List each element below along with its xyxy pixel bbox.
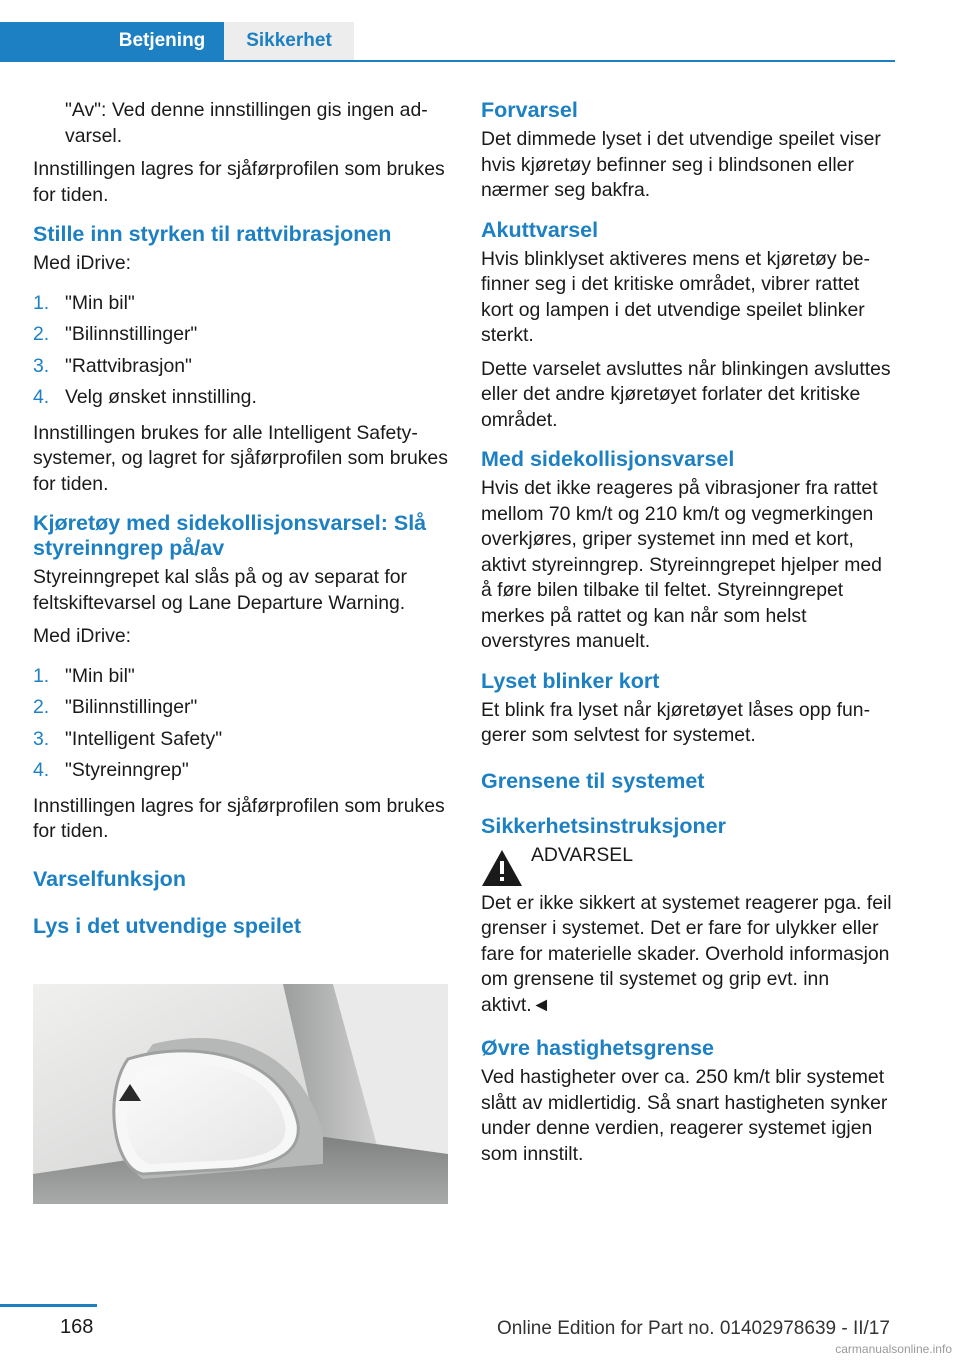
steps-list-1 <box>33 285 448 417</box>
watermark: carmanualsonline.info <box>835 1342 952 1356</box>
paragraph-styre: Styreinngrepet kal slås på og av separat for feltskiftevarsel og Lane Departure Warning. <box>33 566 408 614</box>
steps-list-2 <box>33 658 448 790</box>
paragraph-saved-2: Innstillingen lagres for sjåførprofilen som brukes for tiden. <box>33 794 445 842</box>
list-item: 1. "Min bil" <box>33 664 135 687</box>
header-rule <box>0 60 895 62</box>
paragraph-ovre: Ved hastigheter over ca. 250 km/t blir systemet slått av midlertidig. Så snart hastigheten synker under denne verdien, reagerer systemet igjen som innstilt. <box>481 1066 888 1165</box>
paragraph-akutt-2: Dette varselet avsluttes når blinkingen avsluttes eller det andre kjøretøyet forlater det kritiske området. <box>481 357 891 431</box>
paragraph-lyset: Et blink fra lyset når kjøretøyet låses opp fungerer som selvtest for systemet. <box>481 698 871 746</box>
paragraph-used: Innstillingen brukes for alle Intelligent Safety-systemer, og lagret for sjåførprofilen som brukes for tiden. <box>33 421 448 495</box>
list-item: 2. "Bilinnstillinger" <box>33 696 198 718</box>
heading-med-sidekollisjon: Med sidekollisjonsvarsel <box>481 447 735 471</box>
paragraph-av: "Av": Ved denne innstillingen gis ingen advarsel. <box>65 99 428 147</box>
paragraph-saved-1: Innstillingen lagres for sjåførprofilen som brukes for tiden. <box>33 158 445 206</box>
edition-text: Online Edition for Part no. 01402978639 - II/17 <box>497 1318 890 1339</box>
heading-varselfunksjon: Varselfunksjon <box>33 866 186 891</box>
heading-sikkerhet: Sikkerhetsinstruksjoner <box>481 813 726 838</box>
tab-sikkerhet[interactable]: Sikkerhet <box>224 22 354 60</box>
warning-title: ADVARSEL <box>531 843 634 866</box>
page-number: 168 <box>60 1316 94 1338</box>
list-item: 2. "Bilinnstillinger" <box>33 323 198 345</box>
list-item: 3. "Rattvibrasjon" <box>33 354 192 377</box>
mirror-illustration <box>33 984 448 1204</box>
footer-rule <box>0 1304 97 1307</box>
heading-kjoretoy: Kjøretøy med sidekollisjonsvarsel: Slå styreinngrep på/av <box>33 511 427 560</box>
warning-block <box>481 843 896 887</box>
warning-triangle-icon <box>481 849 523 887</box>
heading-forvarsel: Forvarsel <box>481 98 578 122</box>
warning-text: Det er ikke sikkert at systemet reagerer pga. feil grenser i systemet. Det er fare for ulykker eller fare for materielle skader. Overhold informasjon om grensene til systemet og grip evt. inn aktivt.◄ <box>481 891 892 1016</box>
heading-lyset-blinker: Lyset blinker kort <box>481 668 660 693</box>
heading-styrke: Stille inn styrken til rattvibrasjonen <box>33 222 392 246</box>
list-item: 4. "Styreinngrep" <box>33 759 189 781</box>
right-column <box>481 98 896 1175</box>
list-item: 4. Velg ønsket innstilling. <box>33 386 257 408</box>
left-column <box>33 98 448 943</box>
heading-grensene: Grensene til systemet <box>481 768 705 793</box>
list-item: 1. "Min bil" <box>33 291 135 314</box>
heading-lys-speilet: Lys i det utvendige speilet <box>33 913 302 938</box>
paragraph-med: Hvis det ikke reageres på vibrasjoner fra rattet mellom 70 km/t og 210 km/t og vegmerkingen overkjøres, griper systemet inn med et kort, aktivt styreinngrep. Styreinngrepet hjelper med å føre bilen tilbake til feltet. Styreinngrepet merkes på rattet og kan når som helst overstyres manuelt. <box>481 477 882 652</box>
paragraph-forvarsel: Det dimmede lyset i det utvendige speilet viser hvis kjøretøy befinner seg i blindsonen eller nærmer seg bakfra. <box>481 128 881 201</box>
list-item: 3. "Intelligent Safety" <box>33 727 223 750</box>
paragraph-akutt-1: Hvis blinklyset aktiveres mens et kjøretøy befinner seg i det kritiske området, vibrer rattet kort og lampen i det utvendige speilet blinker sterkt. <box>481 247 871 346</box>
paragraph-idrive-2: Med iDrive: <box>33 625 132 647</box>
heading-akuttvarsel: Akuttvarsel <box>481 217 599 242</box>
tab-betjening[interactable]: Betjening <box>0 22 224 60</box>
heading-ovre-hastighet: Øvre hastighetsgrense <box>481 1036 715 1060</box>
paragraph-idrive-1: Med iDrive: <box>33 252 132 274</box>
header-tabs <box>0 22 895 62</box>
